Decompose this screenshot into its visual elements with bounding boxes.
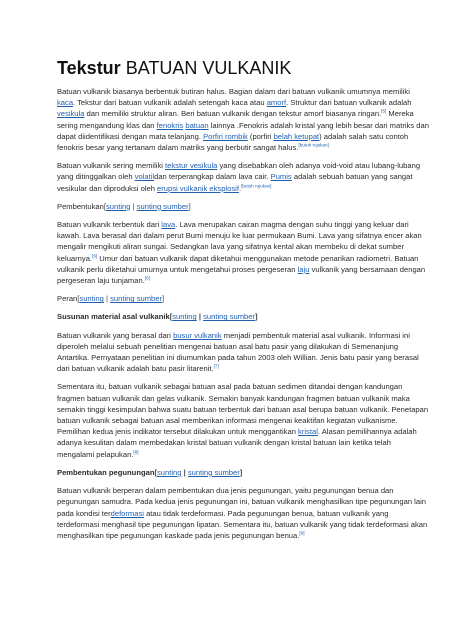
link-tekstur-vesikula[interactable]: tekstur vesikula xyxy=(165,161,218,171)
text: Umur dari batuan vulkanik dapat diketahui menggunakan metode penarikan radiometri. Batuan vulkanik perlu diketahui umurnya untuk mengetahui proses pergeseran xyxy=(57,253,419,274)
citation-7[interactable]: [7] xyxy=(213,363,219,369)
text: . Lava merupakan cairan magma dengan suhu tinggi yang keluar dari kawah. Lava berasal dari dalam perut Bumi menuju ke luar permukaan Bumi. Lava yang sifatnya encer akan mengalir mengikuti aliran sungai. Sedangkan lava yang sifatnya kental akan membeku di dekat sumber keluarnya. xyxy=(57,220,422,263)
link-porfiri-rombik[interactable]: Porfiri rombik xyxy=(203,131,248,141)
citation-needed[interactable]: [butuh rujukan] xyxy=(241,183,272,189)
subsection-heading-susunan-material: Susunan material asal vulkanik[sunting | sunting sumber] xyxy=(57,312,258,322)
citation-6[interactable]: [6] xyxy=(92,253,98,259)
subsection-heading-pembentukan-pegunungan: Pembentukan pegunungan[sunting | sunting sumber] xyxy=(57,467,243,477)
link-busur-vulkanik[interactable]: busur vulkanik xyxy=(173,330,222,340)
link-deformasi[interactable]: deformasi xyxy=(110,508,144,518)
title-rest: BATUAN VULKANIK xyxy=(120,58,292,78)
link-pumis[interactable]: Pumis xyxy=(270,172,292,182)
link-kaca[interactable]: kaca xyxy=(57,98,74,108)
edit-link[interactable]: sunting xyxy=(157,467,182,477)
link-vesikula[interactable]: vesikula xyxy=(57,109,85,119)
link-belah-ketupat[interactable]: belah ketupat xyxy=(273,131,320,141)
edit-source-link[interactable]: sunting sumber xyxy=(203,312,256,322)
text: ) adalah salah satu contoh fenokris besar yang tertanam dalam matriks yang berbutir sangat halus. xyxy=(57,131,409,153)
link-volatil[interactable]: volatil xyxy=(134,172,155,182)
text: Batuan vulkanik terbentuk dari xyxy=(57,220,162,230)
paragraph-pembentukan-pegunungan xyxy=(57,485,429,541)
edit-link[interactable]: sunting xyxy=(106,201,131,211)
paragraph-texture-1 xyxy=(57,86,429,153)
text: (porfiri xyxy=(247,131,274,141)
text: Sementara itu, batuan vulkanik sebagai batuan asal pada batuan sedimen ditandai dengan kandungan fragmen batuan vulkanik dan gelas vulkanik. Semakin banyak kandungan fragmen batuan vulkanik maka semakin tinggi kesimpulan bahwa suatu batuan terbentuk dari batuan asal berupa batuan vulkanik. Penetapan batuan vulkanik sebagai batuan asal memberikan informasi mengenai keaktifan kegiatan vulkanisme. Pemilihan kedua jenis indikator tersebut dilakukan untuk menggantikan xyxy=(57,382,429,437)
link-laju[interactable]: laju xyxy=(297,264,310,274)
citation-9[interactable]: [9] xyxy=(299,530,305,536)
separator: | xyxy=(130,201,137,211)
text: . Alasan pemilihannya adalah adanya kesulitan dalam membedakan kristal batuan vulkanik dengan kristal batuan lain ketika telah mengalami pelapukan. xyxy=(57,427,417,459)
heading-text: Pembentukan pegunungan xyxy=(57,467,155,477)
page-title xyxy=(57,58,291,79)
text: menjadi pembentuk material asal vulkanik. Informasi ini diperoleh melalui sebuah penelitian mengenai batuan asal batu pasir yang dilakukan di Semenanjung Antartika. Pernyataan penelitian ini diumumkan pada tahun 2003 oleh Willian. Jenis batu pasir yang berasal dari batuan vulkanik adalah batu pasir litarenit. xyxy=(57,330,419,374)
text: Batuan vulkanik berperan dalam pembentukan dua jenis pegunungan, yaitu pegunungan benua dan pegunungan samudra. Pada kedua jenis pegunungan ini, batuan vulkanik menghasilkan tipe pegunungan lain pada kondisi ter xyxy=(57,486,427,518)
edit-source-link[interactable]: sunting sumber xyxy=(187,467,240,477)
text: vulkanik yang bersamaan dengan pergeseran laju tunjaman. xyxy=(57,264,426,286)
link-fenokris[interactable]: fenokris xyxy=(156,120,184,130)
heading-text: Peran xyxy=(57,294,78,304)
text: . Struktur dari batuan vulkanik adalah xyxy=(286,98,412,108)
link-erupsi-vulkanik-eksplosif[interactable]: erupsi vulkanik eksplosif xyxy=(157,183,239,193)
article-body xyxy=(57,86,429,548)
text: Mereka sering mengandung klas dan xyxy=(57,109,414,130)
edit-link[interactable]: sunting xyxy=(79,294,104,304)
text: Batuan vulkanik sering memiliki xyxy=(57,161,166,171)
citation-8[interactable]: [8] xyxy=(133,449,139,455)
text: . xyxy=(238,183,242,193)
separator: | xyxy=(196,312,204,322)
text: dan memiliki struktur aliran. Beri batuan vulkanik dengan tekstur amorf biasanya ringan. xyxy=(84,109,382,119)
text: Batuan vulkanik yang berasal dari xyxy=(57,330,174,340)
text: adalah sebuah batuan yang sangat vesikular dan diproduksi oleh xyxy=(57,172,413,193)
text: Batuan vulkanik biasanya berbentuk butiran halus. Bagian dalam dari batuan vulkanik umumnya memiliki xyxy=(57,87,410,96)
text: yang disebabkan oleh adanya void-void atau lubang-lubang yang ditinggalkan oleh xyxy=(57,161,421,182)
edit-source-link[interactable]: sunting sumber xyxy=(110,294,163,304)
title-bold: Tekstur xyxy=(57,58,121,78)
heading-text: Pembentukan xyxy=(57,201,104,211)
link-amorf[interactable]: amorf xyxy=(266,98,287,108)
paragraph-susunan-material-2 xyxy=(57,381,429,459)
text: lainnya .Fenokris adalah kristal yang lebih besar dari matriks dan dapat diidentifikasi dengan mata telanjang. xyxy=(57,120,429,141)
text: dan terperangkap dalam lava cair. xyxy=(154,172,271,182)
separator: | xyxy=(181,467,188,477)
text: . Tekstur dari batuan vulkanik adalah setengah kaca atau xyxy=(73,98,267,108)
section-heading-peran: Peran[sunting | sunting sumber] xyxy=(57,294,165,304)
link-lava[interactable]: lava xyxy=(161,220,176,230)
link-kristal[interactable]: kristal xyxy=(298,427,318,437)
citation-6[interactable]: [6] xyxy=(144,275,150,281)
edit-source-link[interactable]: sunting sumber xyxy=(136,201,189,211)
paragraph-texture-2 xyxy=(57,160,429,194)
link-batuan[interactable]: batuan xyxy=(185,120,209,130)
paragraph-susunan-material-1 xyxy=(57,330,429,375)
section-heading-pembentukan: Pembentukan[sunting | sunting sumber] xyxy=(57,201,191,211)
text: atau tidak terdeformasi. Pada pegunungan benua, batuan vulkanik yang terdeformasi menghasil tipe pegunungan lipatan. Sementara itu, batuan vulkanik yang tidak terdeformasi akan menghasilkan tipe pegunungan kaskade pada jenis pegunungan benua. xyxy=(57,508,428,540)
paragraph-pembentukan xyxy=(57,219,429,286)
heading-text: Susunan material asal vulkanik xyxy=(57,312,170,322)
citation-needed[interactable]: [butuh rujukan] xyxy=(298,142,329,148)
citation-5[interactable]: [5] xyxy=(381,108,387,114)
separator: | xyxy=(103,294,111,304)
edit-link[interactable]: sunting xyxy=(172,312,197,322)
